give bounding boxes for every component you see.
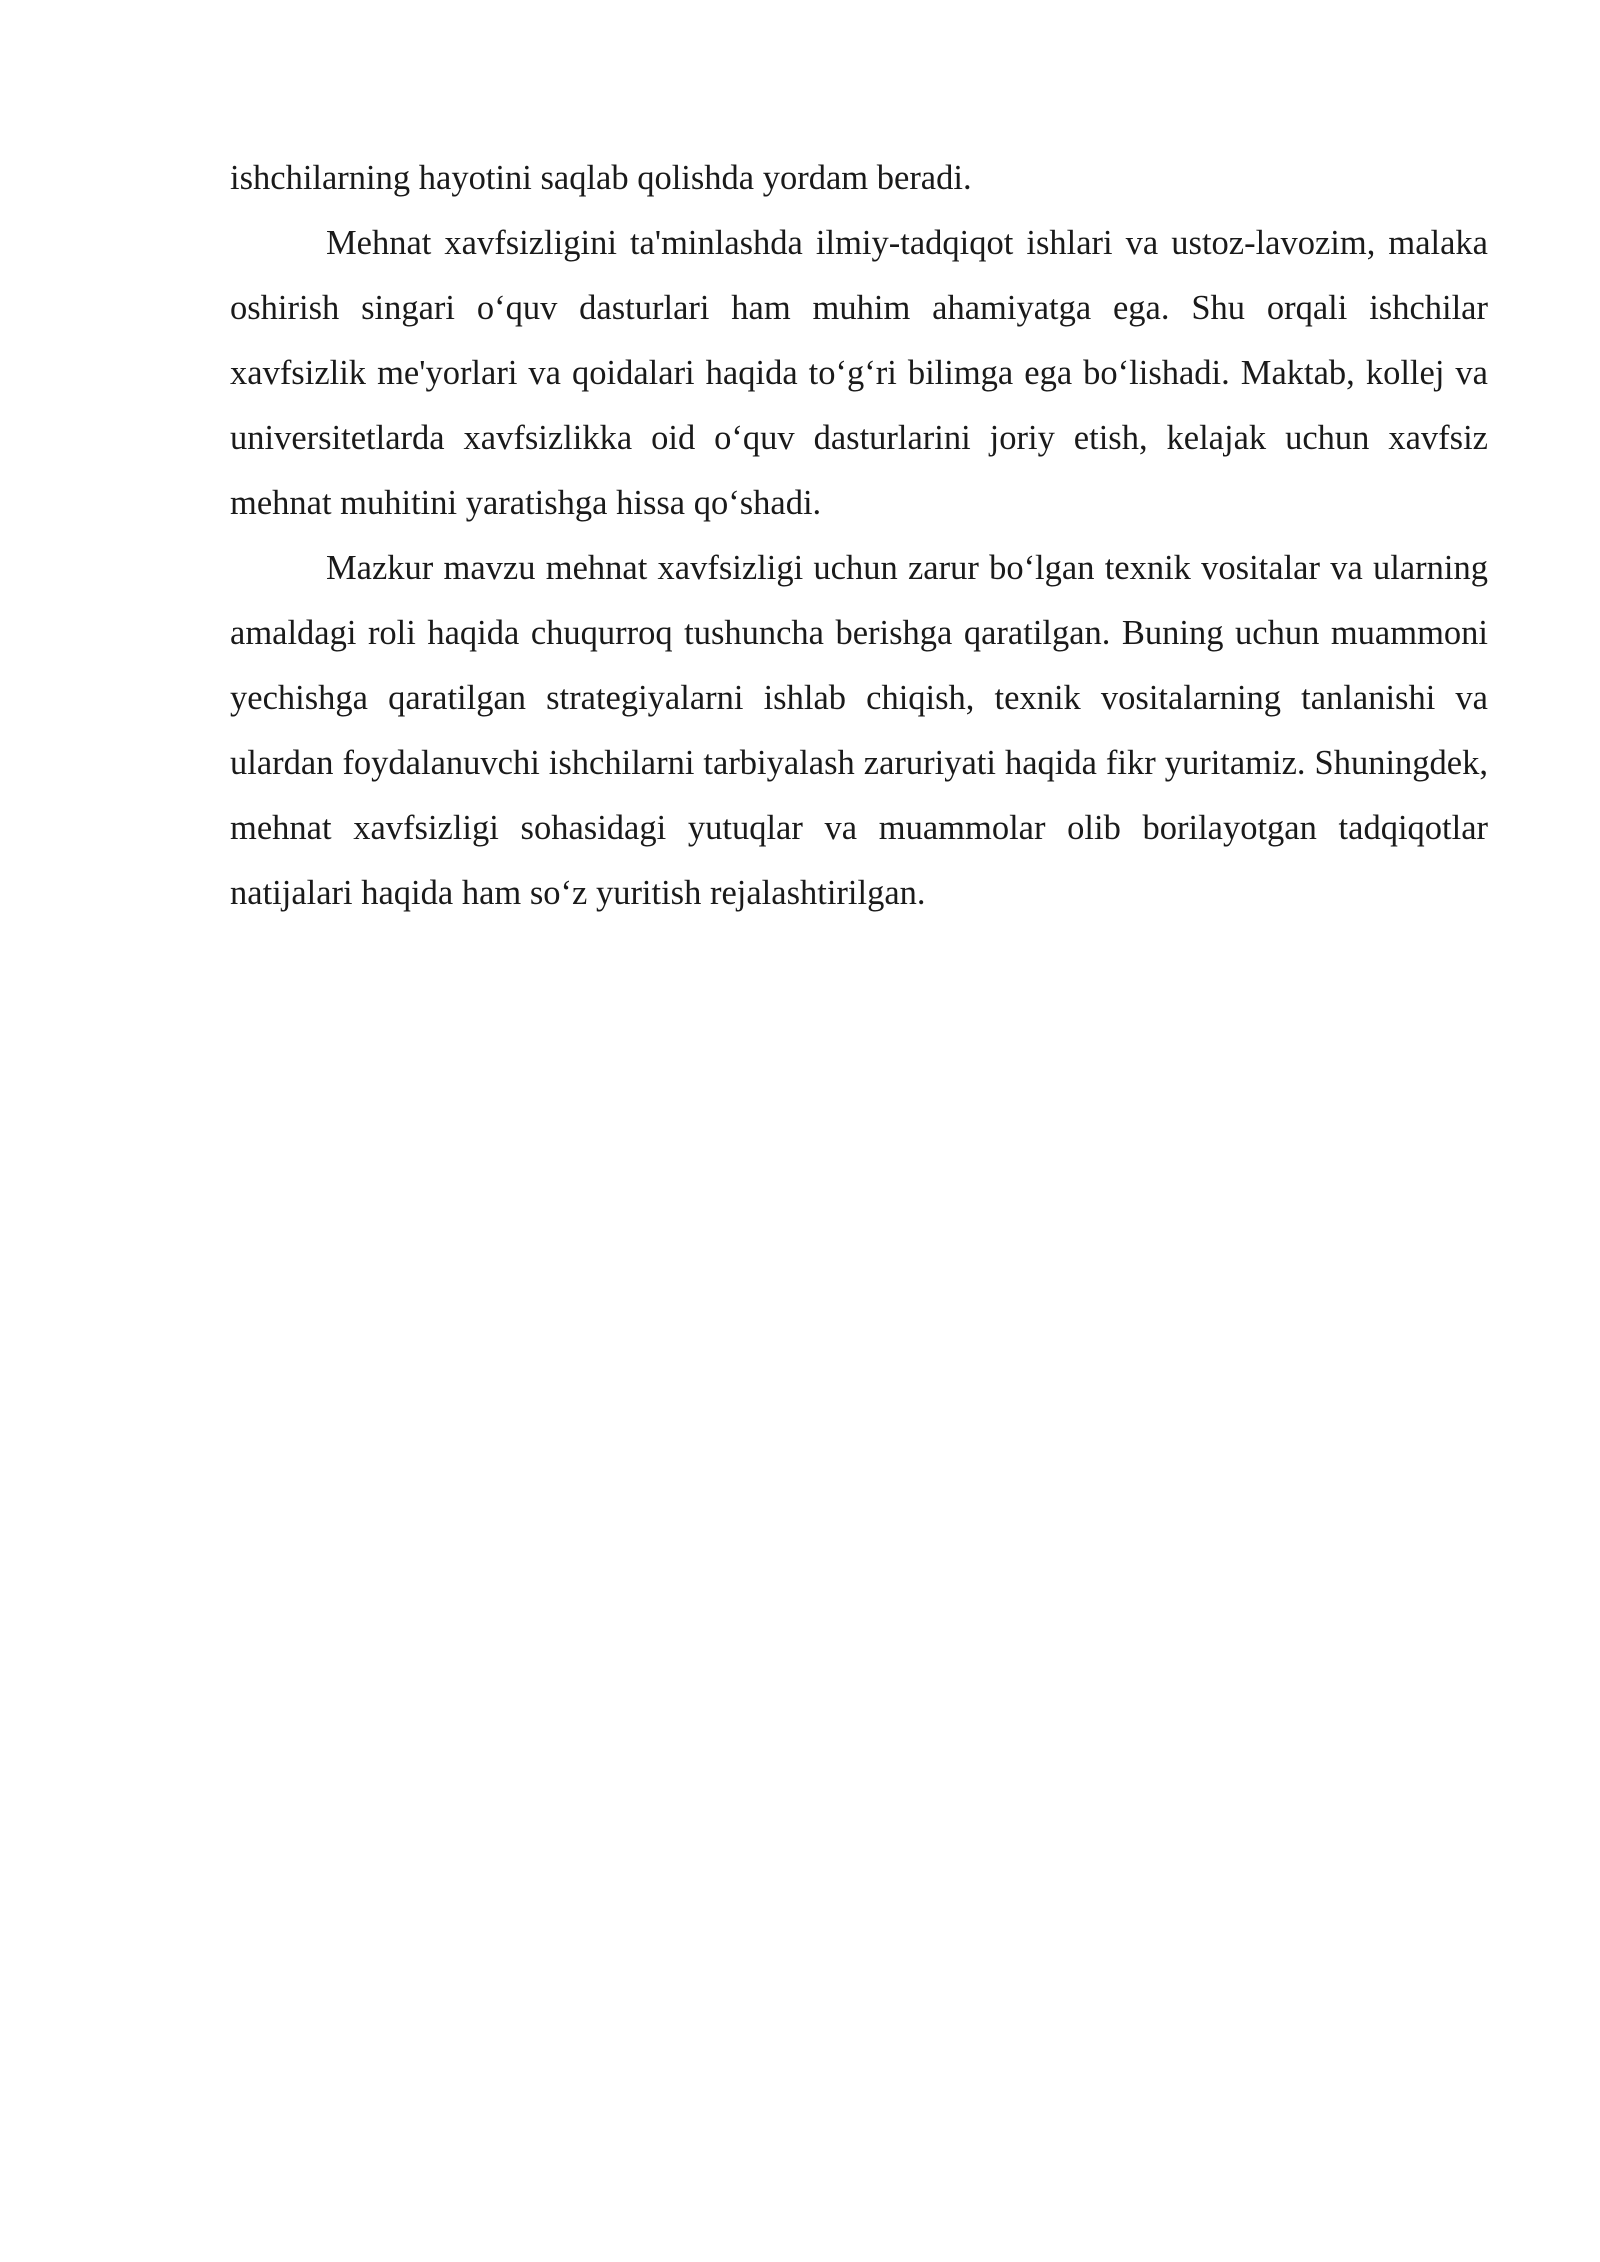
paragraph-continued: ishchilarning hayotini saqlab qolishda yordam beradi.: [230, 159, 972, 197]
paragraph-education: Mehnat xavfsizligini ta'minlashda ilmiy-tadqiqot ishlari va ustoz-lavozim, malaka oshirish singari o‘quv dasturlari ham muhim ahamiyatga ega. Shu orqali ishchilar xavfsizlik me'yorlari va qoidalari haqida to‘g‘ri bilimga ega bo‘lishadi. Maktab, kollej va universitetlarda xavfsizlikka oid o‘quv dasturlarini joriy etish, kelajak uchun xavfsiz mehnat muhitini yaratishga hissa qo‘shadi.: [230, 224, 1488, 522]
paragraph-topic: Mazkur mavzu mehnat xavfsizligi uchun zarur bo‘lgan texnik vositalar va ularning amaldagi roli haqida chuqurroq tushuncha berishga qaratilgan. Buning uchun muammoni yechishga qaratilgan strategiyalarni ishlab chiqish, texnik vositalarning tanlanishi va ulardan foydalanuvchi ishchilarni tarbiyalash zaruriyati haqida fikr yuritamiz. Shuningdek, mehnat xavfsizligi sohasidagi yutuqlar va muammolar olib borilayotgan tadqiqotlar natijalari haqida ham so‘z yuritish rejalashtirilgan.: [230, 549, 1488, 912]
document-body: [230, 146, 1488, 926]
